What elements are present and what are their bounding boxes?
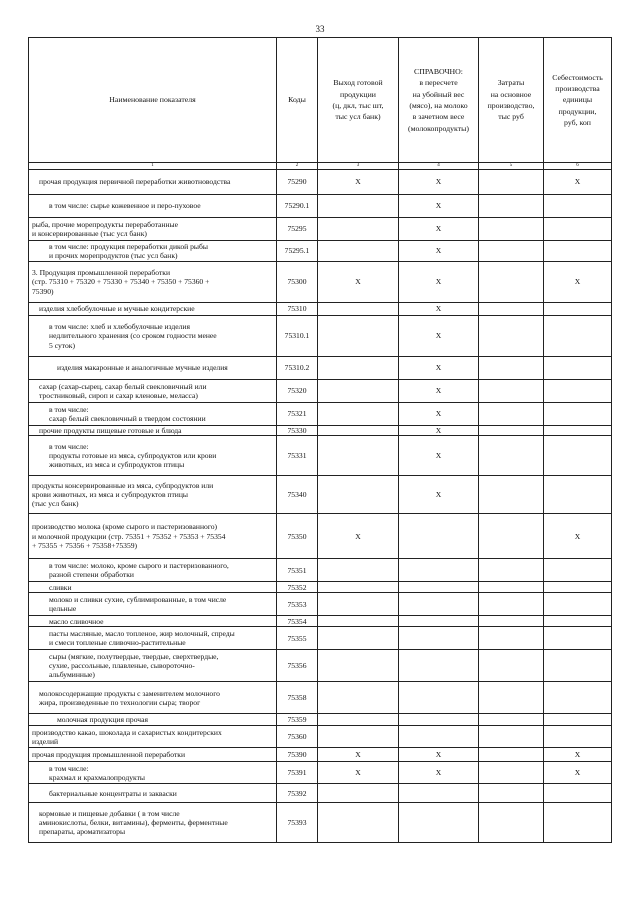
empty-cell (318, 403, 399, 426)
empty-cell (479, 476, 544, 514)
indicator-name (29, 650, 277, 682)
text-line: животных, из мяса и субпродуктов птицы (49, 460, 185, 470)
text-line: пасты масляные, масло топленое, жир молочный, спреды (49, 629, 235, 638)
column-number: 3 (318, 163, 399, 170)
header-costs (479, 38, 544, 163)
text-line: в зачетном весе (412, 112, 465, 122)
table-row (29, 436, 612, 476)
empty-cell (544, 241, 612, 262)
row-code: 75295.1 (277, 241, 318, 262)
text-line: продукции, (558, 106, 597, 116)
empty-cell (479, 582, 544, 593)
text-line: тыс усл банк) (335, 112, 381, 122)
table-row (29, 762, 612, 784)
indicator-name (29, 593, 277, 616)
not-applicable-mark: X (544, 170, 612, 195)
empty-cell (479, 195, 544, 218)
text-line: в пересчете (419, 78, 458, 88)
row-code: 75351 (277, 559, 318, 582)
not-applicable-mark: X (544, 762, 612, 784)
text-line: крови животных, из мяса и субпродуктов птицы (32, 490, 189, 500)
indicator-name (29, 762, 277, 784)
text-line: сахар белый свекловичный в твердом состоянии (49, 414, 206, 423)
text-line: 5 суток) (49, 340, 75, 350)
not-applicable-mark: X (318, 170, 399, 195)
indicator-name (29, 218, 277, 241)
empty-cell (479, 650, 544, 682)
row-code: 75310.2 (277, 357, 318, 380)
empty-cell (544, 316, 612, 357)
row-code: 75300 (277, 262, 318, 303)
header-codes: Коды (277, 38, 318, 163)
table-row (29, 616, 612, 627)
empty-cell (479, 784, 544, 803)
empty-cell (479, 593, 544, 616)
not-applicable-mark: X (318, 762, 399, 784)
empty-cell (399, 726, 479, 748)
empty-cell (544, 784, 612, 803)
empty-cell (544, 476, 612, 514)
text-line: сыры (мягкие, полутвердые, твердые, сверхтвердые, (49, 651, 219, 661)
text-line: руб, коп (564, 117, 591, 127)
text-line: прочая продукция первичной переработки животноводства (39, 177, 231, 187)
text-line: кормовые и пищевые добавки ( в том числе (39, 808, 180, 818)
empty-cell (318, 195, 399, 218)
table-row (29, 380, 612, 403)
table-row (29, 748, 612, 762)
row-code: 75310 (277, 303, 318, 316)
empty-cell (544, 726, 612, 748)
empty-cell (544, 218, 612, 241)
text-line: сухие, рассольные, плавленые, сывороточно- (49, 661, 195, 671)
text-line: в том числе: продукция переработки дикой рыбы (49, 241, 208, 251)
column-number: 1 (29, 163, 277, 170)
text-line: на убойный вес (412, 89, 465, 99)
column-number: 5 (479, 163, 544, 170)
empty-cell (318, 559, 399, 582)
table-row (29, 218, 612, 241)
empty-cell (479, 762, 544, 784)
text-line: цельные (49, 604, 77, 614)
row-code: 75320 (277, 380, 318, 403)
text-line: продукты готовые из мяса, субпродуктов или крови (49, 451, 217, 461)
empty-cell (479, 218, 544, 241)
indicator-name (29, 582, 277, 593)
table-row (29, 195, 612, 218)
row-code: 75331 (277, 436, 318, 476)
text-line: прочая продукция промышленной переработки (32, 750, 186, 760)
empty-cell (399, 593, 479, 616)
empty-cell (318, 218, 399, 241)
text-line: и смеси топленые сливочно-растительные (49, 638, 186, 648)
empty-cell (479, 403, 544, 426)
empty-cell (399, 714, 479, 726)
text-line: (ц, дкл, тыс шт, (332, 101, 384, 110)
empty-cell (479, 316, 544, 357)
not-applicable-mark: X (544, 748, 612, 762)
text-line: тростниковый, сироп и сахар кленовые, меласса) (39, 391, 198, 400)
empty-cell (544, 303, 612, 316)
row-code: 75391 (277, 762, 318, 784)
statistics-form-table (28, 37, 612, 843)
empty-cell (544, 627, 612, 650)
indicator-name (29, 380, 277, 403)
text-line: (мясо), на молоко (409, 101, 468, 110)
empty-cell (318, 316, 399, 357)
text-line: аминокислоты, белки, витамины), ферменты, ферментные (39, 818, 228, 828)
row-code: 75359 (277, 714, 318, 726)
row-code: 75356 (277, 650, 318, 682)
empty-cell (479, 514, 544, 559)
text-line: изделий (32, 736, 59, 746)
row-code: 75290 (277, 170, 318, 195)
text-line: 75390) (32, 286, 54, 296)
text-line: бактериальные концентраты и закваски (49, 788, 177, 798)
page-number: 33 (315, 24, 325, 34)
table-row (29, 714, 612, 726)
text-line: и консервированные (тыс усл банк) (32, 229, 147, 238)
indicator-name (29, 436, 277, 476)
table-row (29, 784, 612, 803)
indicator-name (29, 195, 277, 218)
not-applicable-mark: X (399, 170, 479, 195)
text-line: Себестоимость (552, 72, 603, 82)
text-line: масло сливочное (49, 616, 104, 626)
row-code: 75340 (277, 476, 318, 514)
text-line: молокосодержащие продукты с заменителем молочного (39, 688, 220, 698)
empty-cell (399, 514, 479, 559)
empty-cell (544, 436, 612, 476)
not-applicable-mark: X (399, 403, 479, 426)
not-applicable-mark: X (399, 476, 479, 514)
text-line: молоко и сливки сухие, сублимированные, в том числе (49, 595, 227, 604)
indicator-name (29, 726, 277, 748)
empty-cell (544, 195, 612, 218)
text-line: прочие продукты пищевые готовые и блюда (39, 426, 182, 435)
empty-cell (318, 436, 399, 476)
empty-cell (479, 426, 544, 436)
text-line: продукции (340, 89, 376, 99)
empty-cell (399, 803, 479, 843)
row-code: 75354 (277, 616, 318, 627)
text-line: разной степени обработки (49, 570, 134, 580)
indicator-name (29, 784, 277, 803)
table-row (29, 582, 612, 593)
header-output (318, 38, 399, 163)
not-applicable-mark: X (399, 426, 479, 436)
empty-cell (318, 784, 399, 803)
text-line: сахар (сахар-сырец, сахар белый свекловичный или (39, 381, 207, 391)
table-row (29, 303, 612, 316)
not-applicable-mark: X (544, 262, 612, 303)
text-line: препараты, ароматизаторы (39, 827, 126, 837)
table-row (29, 403, 612, 426)
empty-cell (479, 436, 544, 476)
row-code: 75393 (277, 803, 318, 843)
indicator-name (29, 303, 277, 316)
empty-cell (544, 803, 612, 843)
table-row (29, 476, 612, 514)
column-number-row (29, 163, 612, 170)
empty-cell (318, 426, 399, 436)
not-applicable-mark: X (318, 748, 399, 762)
empty-cell (479, 262, 544, 303)
indicator-name (29, 682, 277, 714)
text-line: производство, (487, 101, 535, 110)
empty-cell (318, 714, 399, 726)
empty-cell (479, 357, 544, 380)
header-unit-cost (544, 38, 612, 163)
text-line: Выход готовой (333, 78, 383, 88)
table-row (29, 426, 612, 436)
indicator-name (29, 241, 277, 262)
empty-cell (318, 650, 399, 682)
empty-cell (544, 682, 612, 714)
text-line: + 75355 + 75356 + 75358+75359) (32, 540, 138, 550)
text-line: сливки (49, 582, 72, 592)
header-reference (399, 38, 479, 163)
empty-cell (399, 650, 479, 682)
indicator-name (29, 514, 277, 559)
indicator-name (29, 748, 277, 762)
not-applicable-mark: X (399, 357, 479, 380)
indicator-name (29, 357, 277, 380)
text-line: рыба, прочие морепродукты переработанные (32, 219, 179, 229)
table-row (29, 726, 612, 748)
text-line: Затраты (497, 78, 525, 88)
not-applicable-mark: X (544, 514, 612, 559)
table-row (29, 559, 612, 582)
empty-cell (479, 170, 544, 195)
text-line: 3. Продукция промышленной переработки (32, 268, 171, 278)
empty-cell (318, 616, 399, 627)
empty-cell (318, 380, 399, 403)
empty-cell (479, 627, 544, 650)
empty-cell (479, 616, 544, 627)
empty-cell (479, 714, 544, 726)
table-row (29, 650, 612, 682)
text-line: и молочной продукции (стр. 75351 + 75352 + 75353 + 75354 (32, 531, 226, 541)
row-code: 75392 (277, 784, 318, 803)
indicator-name (29, 170, 277, 195)
empty-cell (479, 803, 544, 843)
not-applicable-mark: X (318, 262, 399, 303)
column-number: 2 (277, 163, 318, 170)
row-code: 75352 (277, 582, 318, 593)
empty-cell (544, 426, 612, 436)
row-code: 75310.1 (277, 316, 318, 357)
not-applicable-mark: X (399, 195, 479, 218)
text-line: продукты консервированные из мяса, субпродуктов или (32, 480, 214, 490)
empty-cell (318, 303, 399, 316)
empty-cell (318, 803, 399, 843)
empty-cell (318, 627, 399, 650)
row-code: 75353 (277, 593, 318, 616)
empty-cell (479, 682, 544, 714)
header-indicator-name: Наименование показателя (29, 38, 277, 163)
text-line: производство какао, шоколада и сахаристых кондитерских (32, 727, 222, 737)
not-applicable-mark: X (399, 262, 479, 303)
table-row (29, 316, 612, 357)
indicator-name (29, 476, 277, 514)
empty-cell (479, 241, 544, 262)
text-line: в том числе: (49, 404, 89, 414)
text-line: альбуминные) (49, 670, 95, 680)
row-code: 75390 (277, 748, 318, 762)
indicator-name (29, 316, 277, 357)
empty-cell (544, 403, 612, 426)
table-row (29, 514, 612, 559)
text-line: СПРАВОЧНО: (414, 67, 463, 77)
column-number: 6 (544, 163, 612, 170)
table-row (29, 170, 612, 195)
not-applicable-mark: X (318, 514, 399, 559)
empty-cell (399, 559, 479, 582)
text-line: в том числе: (49, 763, 89, 773)
empty-cell (318, 241, 399, 262)
empty-cell (544, 380, 612, 403)
table-header-row (29, 38, 612, 163)
text-line: (молокопродукты) (408, 123, 469, 133)
text-line: (стр. 75310 + 75320 + 75330 + 75340 + 75350 + 75360 + (32, 277, 210, 287)
text-line: на основное (490, 89, 532, 99)
empty-cell (479, 380, 544, 403)
indicator-name (29, 426, 277, 436)
row-code: 75321 (277, 403, 318, 426)
empty-cell (399, 682, 479, 714)
empty-cell (318, 582, 399, 593)
table-row (29, 682, 612, 714)
empty-cell (318, 476, 399, 514)
not-applicable-mark: X (399, 762, 479, 784)
empty-cell (479, 726, 544, 748)
table-row (29, 357, 612, 380)
row-code: 75330 (277, 426, 318, 436)
empty-cell (544, 714, 612, 726)
text-line: в том числе: (49, 441, 89, 451)
table-row (29, 241, 612, 262)
empty-cell (544, 650, 612, 682)
row-code: 75295 (277, 218, 318, 241)
not-applicable-mark: X (399, 380, 479, 403)
text-line: производства (555, 84, 600, 94)
text-line: жира, произведенные по технологии сыра; творог (39, 697, 201, 707)
text-line: в том числе: хлеб и хлебобулочные изделия (49, 322, 190, 332)
text-line: (тыс усл банк) (32, 499, 79, 509)
text-line: изделия хлебобулочные и мучные кондитерские (39, 304, 195, 314)
column-number: 4 (399, 163, 479, 170)
empty-cell (399, 616, 479, 627)
row-code: 75355 (277, 627, 318, 650)
not-applicable-mark: X (399, 241, 479, 262)
text-line: единицы (562, 95, 593, 105)
text-line: тыс руб (498, 112, 524, 122)
text-line: производство молока (кроме сырого и пастеризованного) (32, 522, 218, 532)
empty-cell (318, 682, 399, 714)
empty-cell (318, 593, 399, 616)
table-row (29, 593, 612, 616)
indicator-name (29, 559, 277, 582)
text-line: молочная продукция прочая (57, 715, 148, 725)
text-line: изделия макаронные и аналогичные мучные изделия (57, 363, 228, 373)
text-line: в том числе: сырье кожевенное и перо-пуховое (49, 201, 201, 211)
table-row (29, 627, 612, 650)
row-code: 75290.1 (277, 195, 318, 218)
text-line: крахмал и крахмалопродукты (49, 772, 146, 782)
empty-cell (544, 616, 612, 627)
empty-cell (399, 784, 479, 803)
row-code: 75358 (277, 682, 318, 714)
indicator-name (29, 403, 277, 426)
indicator-name (29, 616, 277, 627)
row-code: 75350 (277, 514, 318, 559)
empty-cell (318, 726, 399, 748)
table-row (29, 262, 612, 303)
not-applicable-mark: X (399, 748, 479, 762)
not-applicable-mark: X (399, 436, 479, 476)
table-row (29, 803, 612, 843)
not-applicable-mark: X (399, 218, 479, 241)
indicator-name (29, 262, 277, 303)
empty-cell (479, 303, 544, 316)
row-code: 75360 (277, 726, 318, 748)
not-applicable-mark: X (399, 303, 479, 316)
empty-cell (479, 559, 544, 582)
not-applicable-mark: X (399, 316, 479, 357)
empty-cell (544, 593, 612, 616)
empty-cell (318, 357, 399, 380)
empty-cell (544, 559, 612, 582)
empty-cell (544, 582, 612, 593)
empty-cell (399, 627, 479, 650)
text-line: и прочих морепродуктов (тыс усл банк) (49, 251, 178, 260)
indicator-name (29, 627, 277, 650)
text-line: в том числе: молоко, кроме сырого и пастеризованного, (49, 561, 229, 570)
text-line: недлительного хранения (со сроком годности менее (49, 331, 217, 341)
empty-cell (479, 748, 544, 762)
empty-cell (544, 357, 612, 380)
indicator-name (29, 803, 277, 843)
indicator-name (29, 714, 277, 726)
empty-cell (399, 582, 479, 593)
